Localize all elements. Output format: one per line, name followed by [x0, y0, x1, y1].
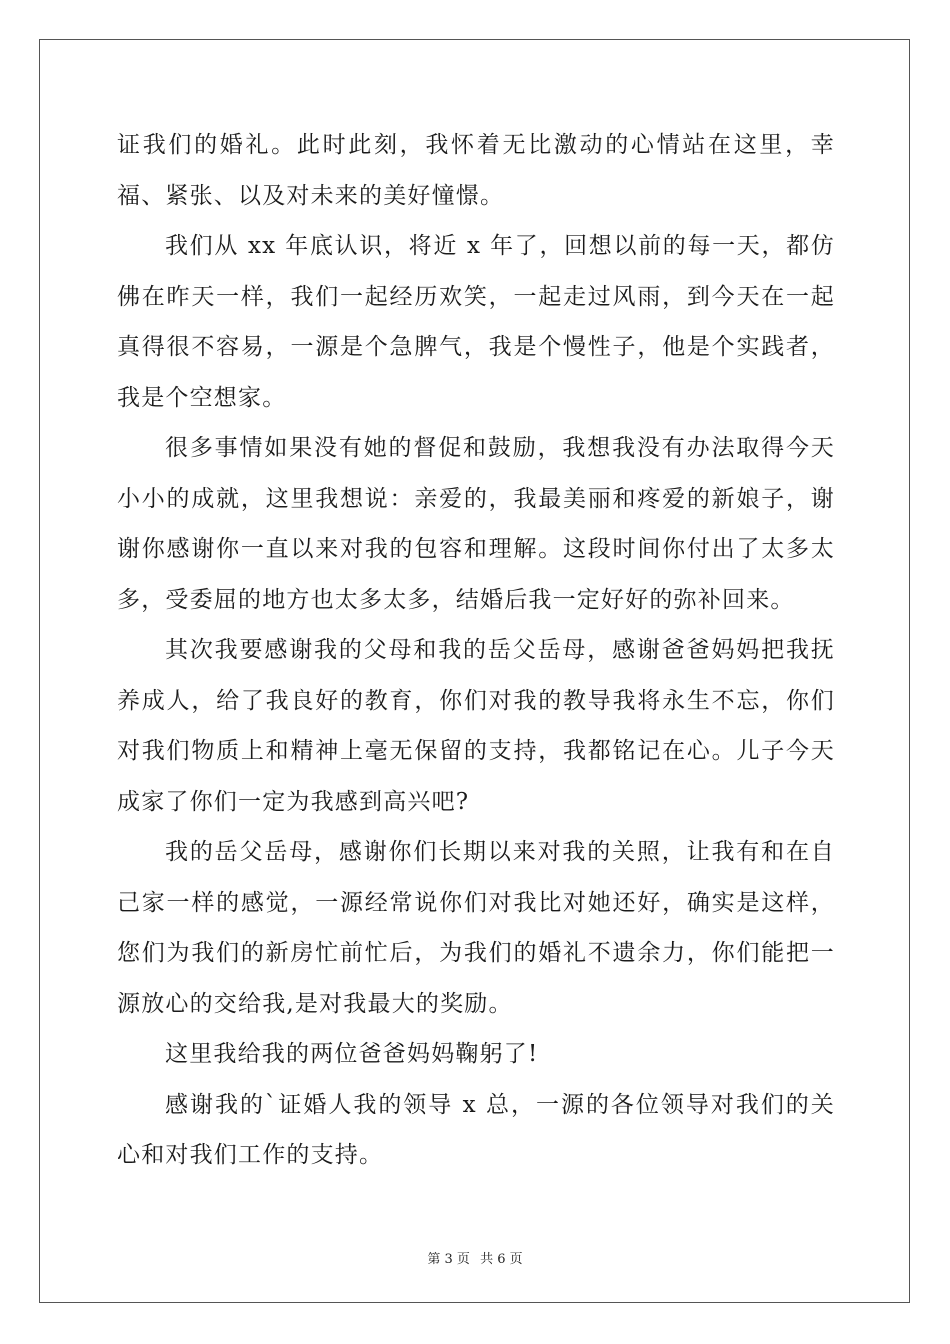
document-body: [117, 120, 835, 1181]
paragraph: 我们从 xx 年底认识，将近 x 年了，回想以前的每一天，都仿佛在昨天一样，我们一起经历欢笑，一起走过风雨，到今天在一起真得很不容易，一源是个急脾气，我是个慢性子，他是个实践者，我是个空想家。: [117, 233, 835, 411]
paragraph: 证我们的婚礼。此时此刻，我怀着无比激动的心情站在这里，幸福、紧张、以及对未来的美好憧憬。: [117, 132, 835, 209]
page-number: 第 3 页: [427, 1252, 470, 1267]
paragraph: 很多事情如果没有她的督促和鼓励，我想我没有办法取得今天小小的成就，这里我想说：亲爱的，我最美丽和疼爱的新娘子，谢谢你感谢你一直以来对我的包容和理解。这段时间你付出了太多太多，受委屈的地方也太多太多，结婚后我一定好好的弥补回来。: [117, 435, 835, 613]
page-total: 共 6 页: [480, 1252, 523, 1267]
paragraph: 我的岳父岳母，感谢你们长期以来对我的关照，让我有和在自己家一样的感觉，一源经常说你们对我比对她还好，确实是这样，您们为我们的新房忙前忙后，为我们的婚礼不遗余力，你们能把一源放心的交给我,是对我最大的奖励。: [117, 839, 835, 1017]
paragraph: 其次我要感谢我的父母和我的岳父岳母，感谢爸爸妈妈把我抚养成人，给了我良好的教育，你们对我的教导我将永生不忘，你们对我们物质上和精神上毫无保留的支持，我都铭记在心。儿子今天成家了你们一定为我感到高兴吧?: [117, 637, 835, 815]
paragraph: 感谢我的`证婚人我的领导 x 总，一源的各位领导对我们的关心和对我们工作的支持。: [117, 1091, 835, 1168]
page-footer: [0, 1248, 950, 1267]
paragraph: 这里我给我的两位爸爸妈妈鞠躬了!: [165, 1041, 539, 1067]
